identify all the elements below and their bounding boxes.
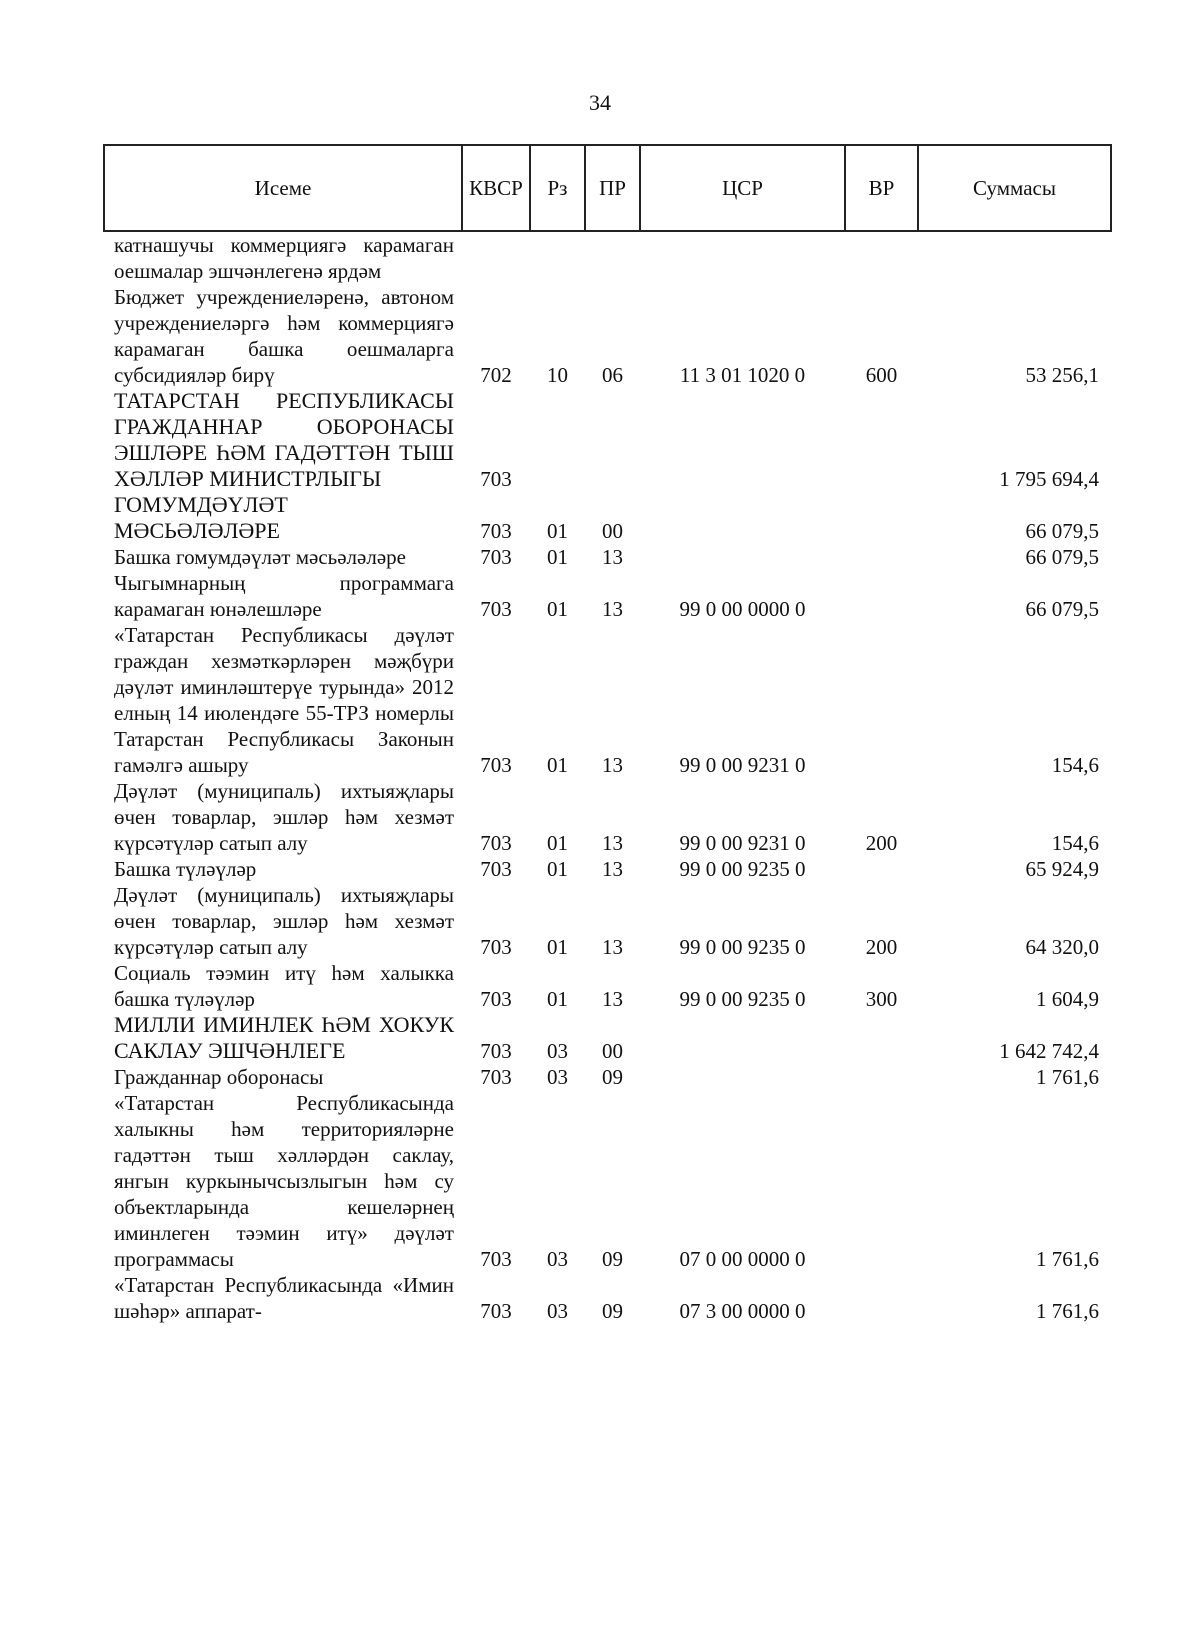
row-rz: 03 — [547, 1247, 568, 1271]
table-row — [104, 1272, 1111, 1324]
row-kvsr: 703 — [480, 753, 512, 777]
row-sum: 1 761,6 — [1036, 1247, 1099, 1271]
header-sum: Суммасы — [918, 145, 1111, 231]
table-row — [104, 856, 1111, 882]
row-rz: 01 — [547, 857, 568, 881]
row-name: Дәүләт (муниципаль) ихтыяҗлары өчен товарлар, эшләр һәм хезмәт күрсәтүләр сатып алу — [114, 779, 454, 855]
row-sum: 1 761,6 — [1036, 1299, 1099, 1323]
row-name: МИЛЛИ ИМИНЛЕК ҺӘМ ХОКУК САКЛАУ ЭШЧӘНЛЕГЕ — [114, 1012, 454, 1063]
row-vr: 600 — [865, 363, 898, 387]
row-pr: 09 — [602, 1299, 623, 1323]
row-rz: 03 — [547, 1299, 568, 1323]
table-row — [104, 1064, 1111, 1090]
row-vr — [845, 388, 918, 492]
row-vr — [845, 231, 918, 284]
row-pr: 09 — [602, 1065, 623, 1089]
table-row — [104, 570, 1111, 622]
table-row — [104, 284, 1111, 388]
row-csr: 99 0 00 0000 0 — [679, 597, 806, 621]
row-name: Башка гомумдәүләт мәсьәләләре — [114, 545, 406, 569]
row-sum: 1 795 694,4 — [999, 467, 1099, 491]
row-name: Социаль тәэмин итү һәм халыкка башка түләүләр — [114, 961, 454, 1011]
row-name: Гражданнар оборонасы — [114, 1065, 324, 1089]
row-csr — [640, 1064, 845, 1090]
table-row — [104, 778, 1111, 856]
row-pr: 13 — [602, 753, 623, 777]
page-number: 34 — [589, 90, 611, 115]
table-row — [104, 960, 1111, 1012]
row-rz: 01 — [547, 519, 568, 543]
row-rz: 01 — [547, 987, 568, 1011]
row-csr: 07 3 00 0000 0 — [679, 1299, 806, 1323]
row-kvsr: 703 — [480, 597, 512, 621]
row-vr — [845, 856, 918, 882]
row-sum: 1 761,6 — [1036, 1065, 1099, 1089]
budget-table-container — [103, 144, 1110, 1324]
table-header-row — [104, 145, 1111, 231]
row-rz: 03 — [547, 1065, 568, 1089]
row-pr: 06 — [602, 363, 623, 387]
header-vr: ВР — [845, 145, 918, 231]
row-rz: 03 — [547, 1039, 568, 1063]
row-sum: 66 079,5 — [1025, 597, 1099, 621]
row-sum: 64 320,0 — [1025, 935, 1099, 959]
row-kvsr — [462, 231, 530, 284]
table-row — [104, 544, 1111, 570]
row-vr — [845, 1272, 918, 1324]
row-csr — [640, 544, 845, 570]
row-rz — [530, 388, 585, 492]
row-csr: 99 0 00 9235 0 — [679, 857, 806, 881]
table-header — [104, 145, 1111, 231]
row-name: катнашучы коммерциягә карамаган оешмалар эшчәнлегенә ярдәм — [114, 233, 454, 283]
row-csr — [640, 492, 845, 544]
row-pr: 13 — [602, 987, 623, 1011]
row-kvsr: 703 — [480, 1299, 512, 1323]
row-csr: 99 0 00 9231 0 — [679, 753, 806, 777]
row-sum: 154,6 — [1051, 753, 1099, 777]
row-sum: 65 924,9 — [1025, 857, 1099, 881]
row-pr — [585, 231, 640, 284]
header-rz: Рз — [530, 145, 585, 231]
row-kvsr: 703 — [480, 1065, 512, 1089]
row-pr: 13 — [602, 831, 623, 855]
row-sum: 1 604,9 — [1036, 987, 1099, 1011]
row-name: Дәүләт (муниципаль) ихтыяҗлары өчен товарлар, эшләр һәм хезмәт күрсәтүләр сатып алу — [114, 883, 454, 959]
header-csr: ЦСР — [640, 145, 845, 231]
table-body — [104, 231, 1111, 1324]
row-name: ГОМУМДӘҮЛӘТ МӘСЬӘЛӘЛӘРЕ — [114, 492, 288, 543]
row-rz: 01 — [547, 935, 568, 959]
table-row — [104, 231, 1111, 284]
row-sum: 1 642 742,4 — [999, 1039, 1099, 1063]
row-rz: 10 — [547, 363, 568, 387]
row-pr: 13 — [602, 545, 623, 569]
row-name: Башка түләүләр — [114, 857, 257, 881]
table-row — [104, 622, 1111, 778]
row-rz: 01 — [547, 545, 568, 569]
row-name: «Татарстан Республикасында «Имин шәһәр» аппарат- — [114, 1273, 454, 1323]
row-sum — [918, 231, 1111, 284]
table-row — [104, 388, 1111, 492]
row-vr — [845, 544, 918, 570]
row-kvsr: 703 — [480, 857, 512, 881]
row-vr: 300 — [865, 987, 898, 1011]
row-name: «Татарстан Республикасы дәүләт граждан хезмәткәрләрен мәҗбүри дәүләт иминләштерүе турында» 2012 елның 14 июлендәге 55-ТРЗ номерлы Татарстан Республикасы Законын гамәлгә ашыру — [114, 623, 454, 777]
row-csr: 99 0 00 9235 0 — [679, 987, 806, 1011]
header-name: Исеме — [104, 145, 462, 231]
row-csr: 99 0 00 9235 0 — [679, 935, 806, 959]
row-csr — [640, 388, 845, 492]
row-vr: 200 — [865, 831, 898, 855]
row-rz: 01 — [547, 753, 568, 777]
row-kvsr: 703 — [480, 1247, 512, 1271]
row-kvsr: 703 — [480, 467, 512, 491]
row-rz — [530, 231, 585, 284]
row-pr: 00 — [602, 1039, 623, 1063]
table-row — [104, 1090, 1111, 1272]
row-name: ТАТАРСТАН РЕСПУБЛИКАСЫ ГРАЖДАННАР ОБОРОНАСЫ ЭШЛӘРЕ ҺӘМ ГАДӘТТӘН ТЫШ ХӘЛЛӘР МИНИСТРЛЫГЫ — [114, 388, 454, 491]
row-vr — [845, 1090, 918, 1272]
row-pr: 13 — [602, 935, 623, 959]
row-pr — [585, 388, 640, 492]
row-vr — [845, 1012, 918, 1064]
row-csr: 07 0 00 0000 0 — [679, 1247, 806, 1271]
budget-table — [103, 144, 1112, 1324]
row-csr — [640, 1012, 845, 1064]
row-vr — [845, 622, 918, 778]
header-pr: ПР — [585, 145, 640, 231]
row-name: «Татарстан Республикасында халыкны һәм территорияләрне гадәттән тыш хәлләрдән саклау, янгын куркынычсызлыгын һәм су объектларында кешеләрнең иминлеген тәэмин итү» дәүләт программасы — [114, 1091, 454, 1271]
row-pr: 09 — [602, 1247, 623, 1271]
row-kvsr: 703 — [480, 519, 512, 543]
row-csr — [640, 231, 845, 284]
row-kvsr: 703 — [480, 987, 512, 1011]
row-kvsr: 703 — [480, 1039, 512, 1063]
row-vr — [845, 492, 918, 544]
row-csr: 11 3 01 1020 0 — [679, 363, 806, 387]
row-pr: 13 — [602, 857, 623, 881]
table-row — [104, 492, 1111, 544]
header-kvsr: КВСР — [462, 145, 530, 231]
row-rz: 01 — [547, 831, 568, 855]
row-rz: 01 — [547, 597, 568, 621]
row-name: Бюджет учреждениеләренә, автоном учреждениеләргә һәм коммерциягә карамаган башка оешмаларга субсидияләр бирү — [114, 285, 454, 387]
row-sum: 53 256,1 — [1025, 363, 1099, 387]
row-pr: 13 — [602, 597, 623, 621]
row-vr: 200 — [865, 935, 898, 959]
row-sum: 66 079,5 — [1025, 545, 1099, 569]
row-sum: 66 079,5 — [1025, 519, 1099, 543]
table-row — [104, 1012, 1111, 1064]
row-kvsr: 703 — [480, 935, 512, 959]
row-pr: 00 — [602, 519, 623, 543]
row-csr: 99 0 00 9231 0 — [679, 831, 806, 855]
row-sum: 154,6 — [1051, 831, 1099, 855]
row-kvsr: 703 — [480, 831, 512, 855]
table-row — [104, 882, 1111, 960]
row-vr — [845, 570, 918, 622]
row-vr — [845, 1064, 918, 1090]
row-kvsr: 703 — [480, 545, 512, 569]
row-kvsr: 702 — [480, 363, 512, 387]
row-name: Чыгымнарның программага карамаган юнәлешләре — [114, 571, 454, 621]
